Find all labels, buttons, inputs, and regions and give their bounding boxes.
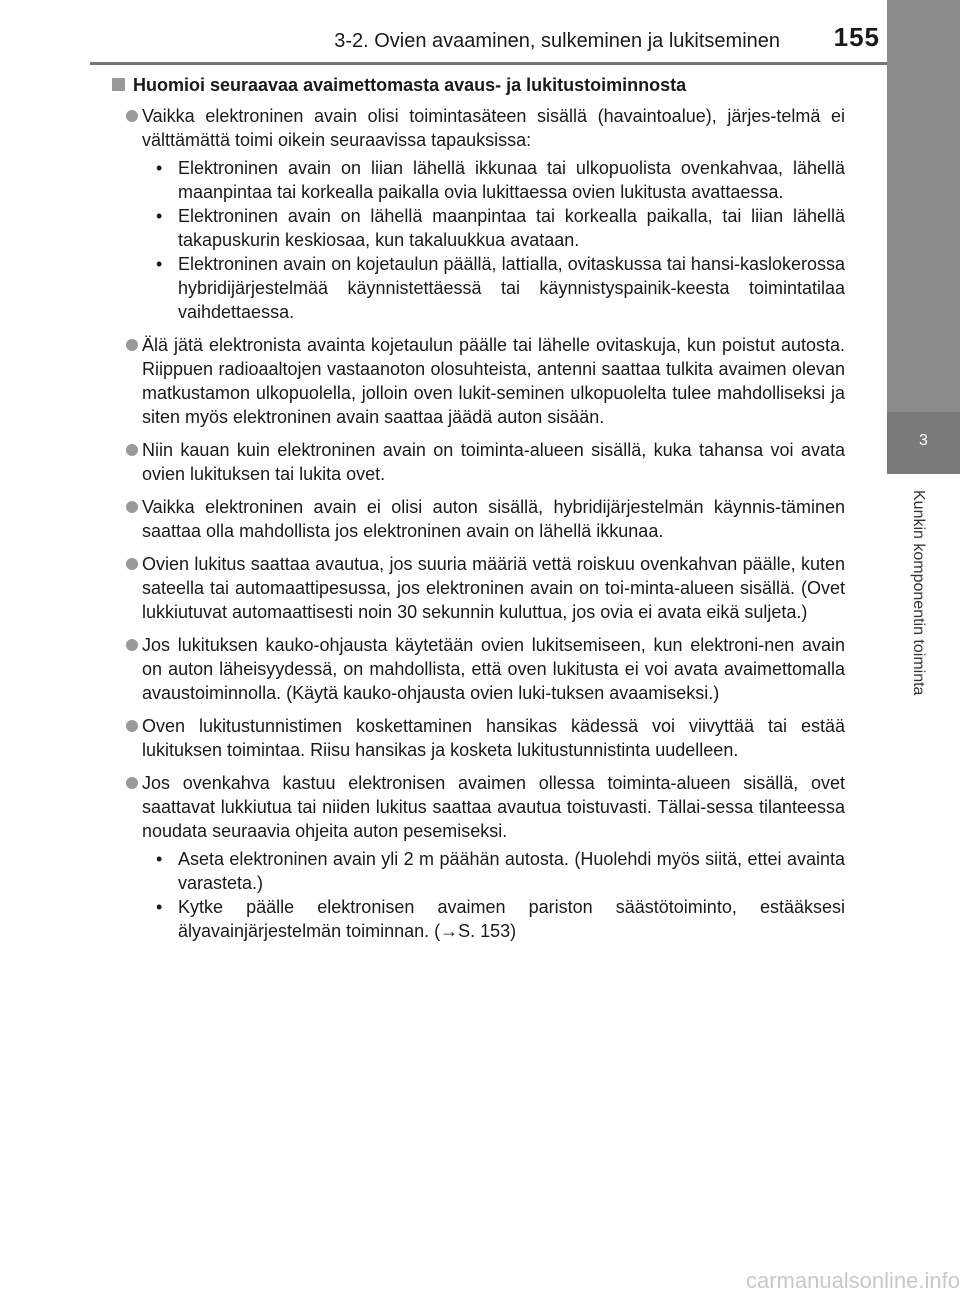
circle-bullet-icon (126, 720, 138, 732)
list-item (110, 333, 845, 429)
dot-bullet-icon: • (156, 849, 163, 869)
sub-list-item (154, 847, 845, 895)
side-tab-band (887, 0, 960, 412)
paragraph-text: Ovien lukitus saattaa avautua, jos suuria määriä vettä roiskuu ovenkahvan päälle, kuten sateella tai automaattipesussa, jos elektroninen avain on toi-minta-alueen sisällä. (Ovet lukkiutuvat automaattisesti noin 30 sekunnin kuluttua, jos ovia ei avata eikä suljeta.) (142, 554, 845, 622)
circle-bullet-icon (126, 444, 138, 456)
page-number: 155 (833, 22, 880, 52)
list-item (110, 714, 845, 762)
paragraph-text: Älä jätä elektronista avainta kojetaulun päälle tai lähelle ovitaskuja, kun poistut autosta. Riippuen radioaaltojen vastaanoton olosuhteista, antenni saattaa tulkita avaimen olevan matkustamon ulkopuolella, jolloin oven lukit-seminen ulkopuolelta tulee mahdolliseksi ja siten myös elektroninen avain saattaa jäädä auton sisään. (142, 335, 845, 427)
paragraph-text: Vaikka elektroninen avain olisi toimintasäteen sisällä (havaintoalue), järjes-telmä ei välttämättä toimi oikein seuraavissa tapauksissa: (142, 106, 845, 150)
circle-bullet-icon (126, 339, 138, 351)
sub-list-item (154, 895, 845, 943)
sub-list-item (154, 252, 845, 324)
list-item (110, 104, 845, 324)
sub-item-text: Elektroninen avain on lähellä maanpintaa tai korkealla paikalla, tai liian lähellä takapuskurin keskiosaa, kun takaluukkua avataan. (178, 206, 845, 250)
sub-item-text: Kytke päälle elektronisen avaimen pariston säästötoiminto, estääksesi älyavainjärjestelmän toiminnan. (→S. 153) (178, 897, 845, 941)
circle-bullet-icon (126, 110, 138, 122)
section-heading (110, 72, 845, 98)
square-bullet-icon (112, 78, 125, 91)
list-item (110, 552, 845, 624)
paragraph-text: Niin kauan kuin elektroninen avain on toiminta-alueen sisällä, kuka tahansa voi avata ovien lukituksen tai lukita ovet. (142, 440, 845, 484)
paragraph-text: Jos ovenkahva kastuu elektronisen avaimen ollessa toiminta-alueen sisällä, ovet saattavat lukkiutua tai niiden lukitus saattaa avautua toistuvasti. Tällai-sessa tilanteessa noudata seuraavia ohjeita auton pesemiseksi. (142, 773, 845, 841)
sub-item-text: Elektroninen avain on kojetaulun päällä, lattialla, ovitaskussa tai hansi-kaslokerossa hybridijärjestelmää käynnistettäessä tai käynnistyspainik-keesta toimintatilaa vaihdettaessa. (178, 254, 845, 322)
dot-bullet-icon: • (156, 254, 163, 274)
sub-list (142, 847, 845, 943)
header-rule (90, 62, 887, 65)
chapter-side-tab (887, 0, 960, 1307)
chapter-number-box (887, 412, 960, 474)
list-item (110, 633, 845, 705)
dot-bullet-icon: • (156, 158, 163, 178)
paragraph-text: Vaikka elektroninen avain ei olisi auton sisällä, hybridijärjestelmän käynnis-täminen saattaa olla mahdollista jos elektroninen avain on lähellä ikkunaa. (142, 497, 845, 541)
list-item (110, 438, 845, 486)
watermark: carmanualsonline.info (745, 1268, 960, 1293)
sub-item-text: Aseta elektroninen avain yli 2 m päähän autosta. (Huolehdi myös siitä, ettei avainta varasteta.) (178, 849, 845, 893)
chapter-label: Kunkin komponentin toiminta (910, 490, 927, 696)
section-heading-text: Huomioi seuraavaa avaimettomasta avaus- ja lukitustoiminnosta (133, 75, 687, 95)
circle-bullet-icon (126, 558, 138, 570)
circle-bullet-icon (126, 777, 138, 789)
sub-list-item (154, 156, 845, 204)
sub-list (142, 156, 845, 324)
sub-list-item (154, 204, 845, 252)
dot-bullet-icon: • (156, 897, 163, 917)
section-title: 3-2. Ovien avaaminen, sulkeminen ja lukitseminen (334, 30, 780, 52)
sub-item-text: Elektroninen avain on liian lähellä ikkunaa tai ulkopuolista ovenkahvaa, lähellä maanpintaa tai korkealla paikalla ovia lukittaessa ovien lukitusta avattaessa. (178, 158, 845, 202)
page-content (110, 72, 845, 952)
list-item (110, 771, 845, 943)
paragraph-text: Oven lukitustunnistimen koskettaminen hansikas kädessä voi viivyttää tai estää lukituksen toimintaa. Riisu hansikas ja kosketa lukitustunnistinta uudelleen. (142, 716, 845, 760)
circle-bullet-icon (126, 639, 138, 651)
paragraph-text: Jos lukituksen kauko-ohjausta käytetään ovien lukitsemiseen, kun elektroni-nen avain on auton läheisyydessä, on mahdollista, että oven lukitusta ei voi avata avaimettomalla avaustoiminnolla. (Käytä kauko-ohjausta ovien luki-tuksen avaamiseksi.) (142, 635, 845, 703)
list-item (110, 495, 845, 543)
chapter-number: 3 (919, 432, 928, 449)
dot-bullet-icon: • (156, 206, 163, 226)
circle-bullet-icon (126, 501, 138, 513)
